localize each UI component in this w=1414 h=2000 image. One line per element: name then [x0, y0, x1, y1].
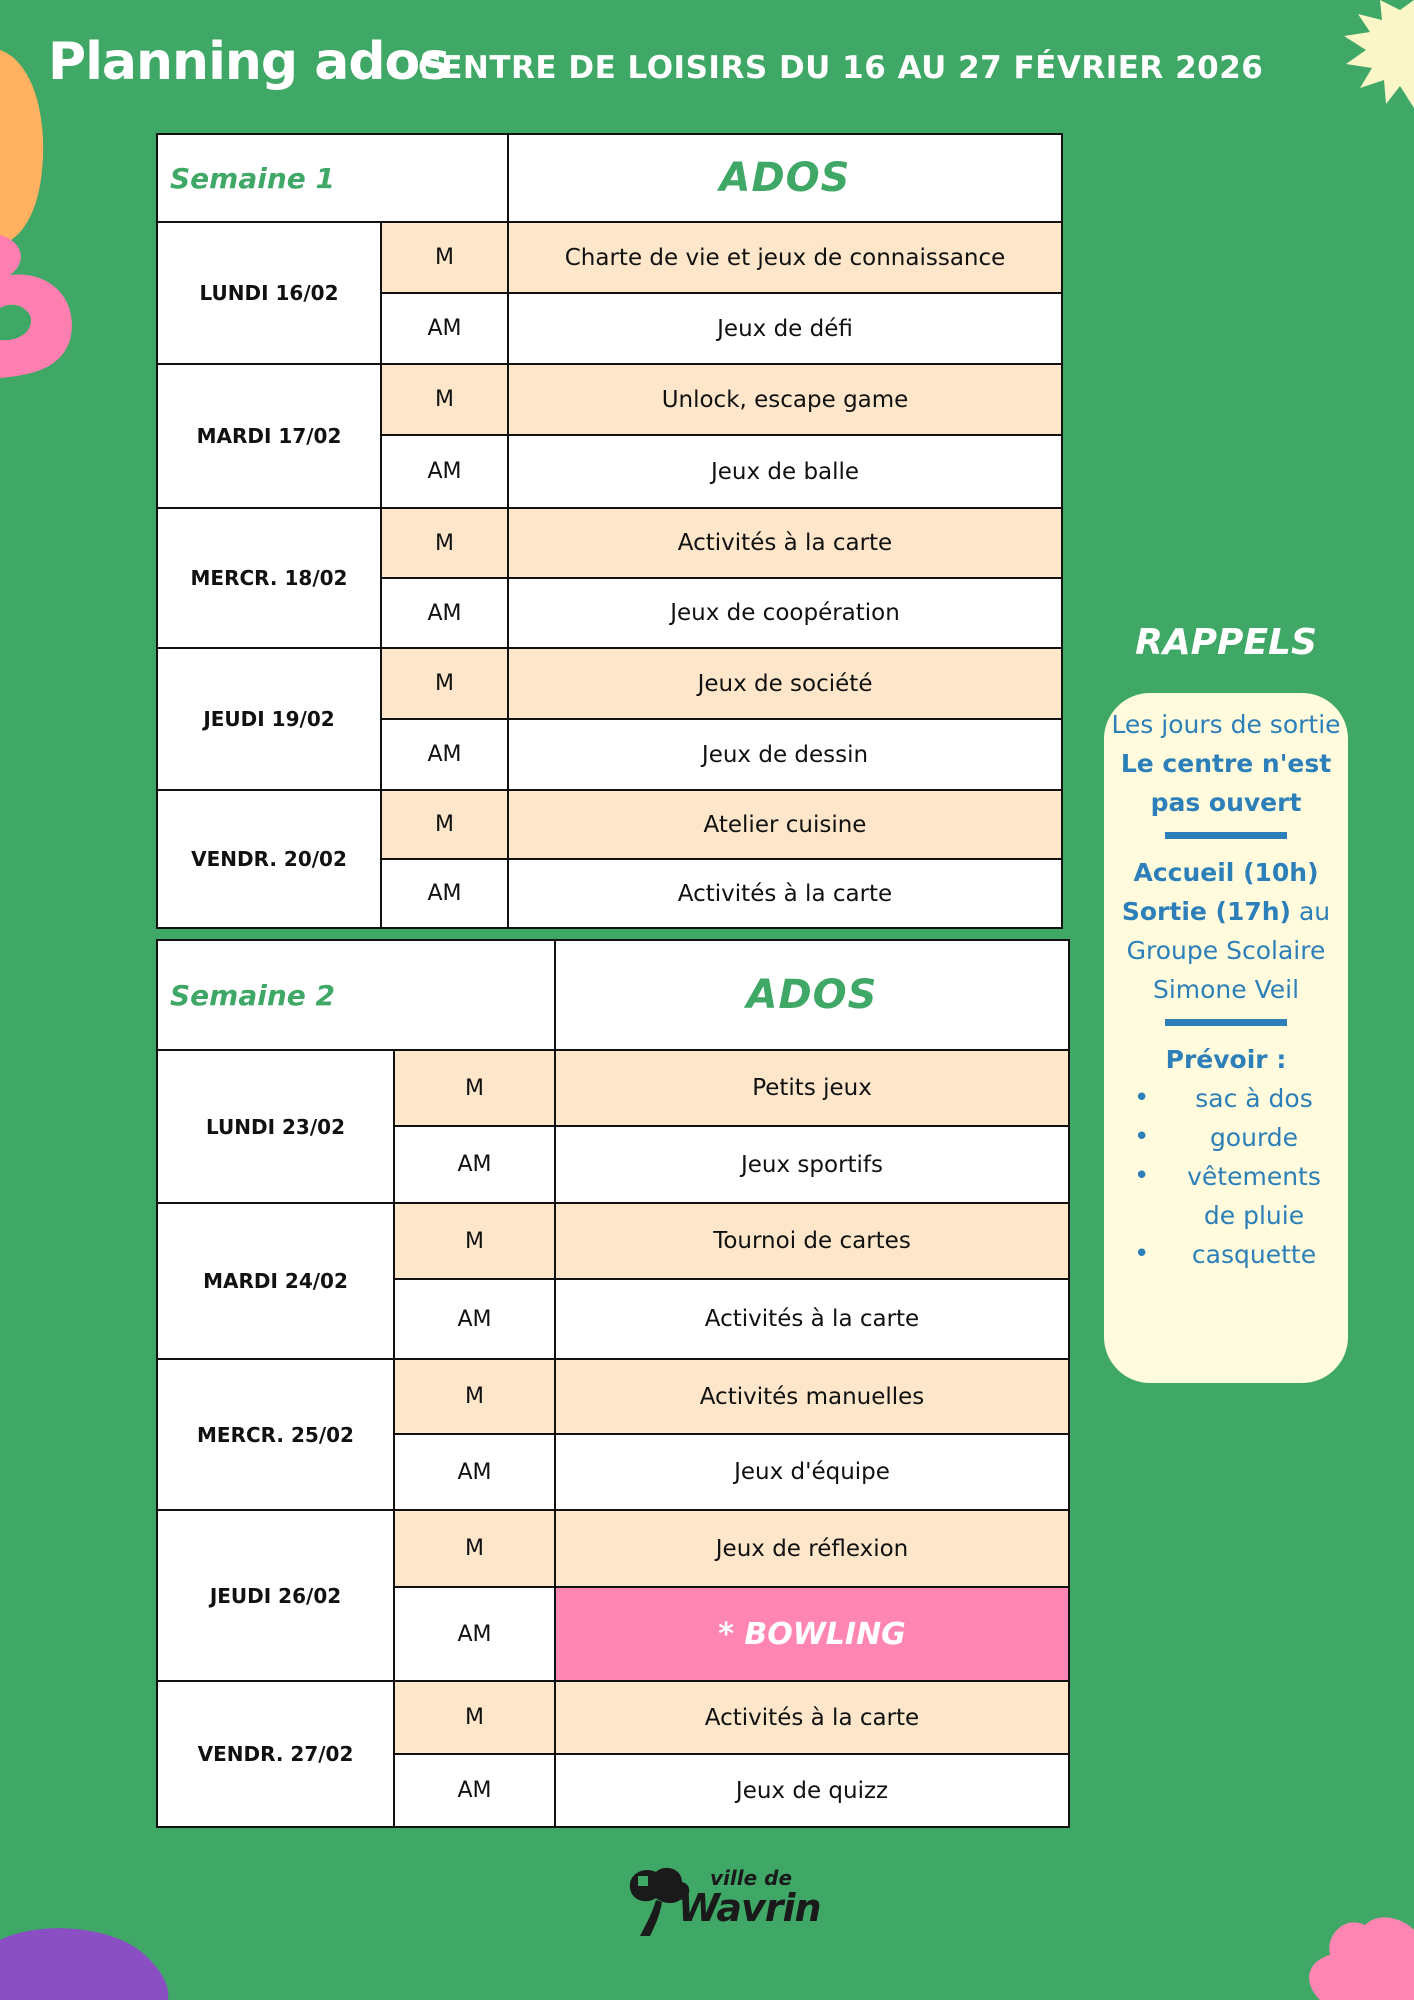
- activity-morning: Petits jeux: [555, 1050, 1069, 1126]
- activity-morning: Jeux de réflexion: [555, 1510, 1069, 1587]
- activity-morning: Charte de vie et jeux de connaissance: [508, 222, 1062, 293]
- week1-group-header: ADOS: [508, 134, 1062, 222]
- activity-morning: Activités manuelles: [555, 1359, 1069, 1434]
- slot-morning: M: [394, 1681, 555, 1754]
- activity-afternoon: Activités à la carte: [555, 1279, 1069, 1359]
- reminders-panel: [1104, 693, 1348, 1383]
- bring-item: • vêtements de pluie: [1122, 1157, 1348, 1235]
- outing-note: Les jours de sortie: [1111, 710, 1341, 739]
- activity-morning: Activités à la carte: [508, 508, 1062, 578]
- slot-afternoon: AM: [394, 1434, 555, 1510]
- slot-morning: M: [394, 1510, 555, 1587]
- week1-label: Semaine 1: [157, 134, 508, 222]
- bring-list: [1104, 1079, 1348, 1274]
- logo-line1: ville de: [710, 1866, 793, 1890]
- slot-afternoon: AM: [381, 859, 508, 928]
- activity-afternoon: Jeux de défi: [508, 293, 1062, 364]
- activity-morning: Atelier cuisine: [508, 790, 1062, 859]
- departure-time: Sortie (17h): [1121, 897, 1291, 926]
- slot-morning: M: [394, 1359, 555, 1434]
- activity-afternoon: Jeux de coopération: [508, 578, 1062, 648]
- slot-afternoon: AM: [381, 293, 508, 364]
- slot-afternoon: AM: [394, 1754, 555, 1827]
- pink-swirl-decoration: [0, 230, 80, 380]
- centre-closed-note: Le centre n'est pas ouvert: [1120, 749, 1332, 817]
- meeting-place: au Groupe Scolaire Simone Veil: [1126, 897, 1331, 1004]
- slot-morning: M: [394, 1050, 555, 1126]
- bring-item: • casquette: [1122, 1235, 1348, 1274]
- pink-blob-decoration: [1290, 1910, 1414, 2000]
- slot-morning: M: [381, 364, 508, 435]
- day-cell: VENDR. 20/02: [157, 790, 381, 928]
- week2-label: Semaine 2: [157, 940, 555, 1050]
- activity-afternoon: Jeux de balle: [508, 435, 1062, 508]
- reminders-title: RAPPELS: [1135, 622, 1317, 663]
- logo-line2: Wavrin: [678, 1886, 821, 1930]
- day-cell: MERCR. 25/02: [157, 1359, 394, 1510]
- activity-morning: Jeux de société: [508, 648, 1062, 719]
- divider: [1165, 832, 1287, 839]
- page-title: Planning ados: [48, 32, 450, 92]
- activity-afternoon: Jeux de quizz: [555, 1754, 1069, 1827]
- bring-title: Prévoir :: [1165, 1045, 1287, 1074]
- bowling-outing-highlight: * BOWLING: [555, 1587, 1069, 1681]
- bring-item: • sac à dos: [1122, 1079, 1348, 1118]
- day-cell: MERCR. 18/02: [157, 508, 381, 648]
- day-cell: MARDI 24/02: [157, 1203, 394, 1359]
- slot-morning: M: [381, 648, 508, 719]
- arrival-time: Accueil (10h): [1133, 858, 1319, 887]
- slot-afternoon: AM: [381, 578, 508, 648]
- activity-morning: Activités à la carte: [555, 1681, 1069, 1754]
- week2-group-header: ADOS: [555, 940, 1069, 1050]
- slot-morning: M: [381, 222, 508, 293]
- activity-afternoon: Activités à la carte: [508, 859, 1062, 928]
- slot-morning: M: [381, 790, 508, 859]
- activity-morning: Tournoi de cartes: [555, 1203, 1069, 1279]
- wavrin-logo: [620, 1862, 821, 1942]
- slot-morning: M: [381, 508, 508, 578]
- week2-schedule-table: [156, 939, 1070, 1828]
- purple-blob-decoration: [0, 1920, 180, 2000]
- divider: [1165, 1019, 1287, 1026]
- activity-afternoon: Jeux de dessin: [508, 719, 1062, 790]
- slot-afternoon: AM: [394, 1126, 555, 1203]
- bring-item: • gourde: [1122, 1118, 1348, 1157]
- slot-afternoon: AM: [381, 719, 508, 790]
- page-subtitle: CENTRE DE LOISIRS DU 16 AU 27 FÉVRIER 2026: [418, 50, 1264, 86]
- activity-morning: Unlock, escape game: [508, 364, 1062, 435]
- day-cell: JEUDI 26/02: [157, 1510, 394, 1681]
- day-cell: LUNDI 23/02: [157, 1050, 394, 1203]
- week1-schedule-table: [156, 133, 1063, 929]
- day-cell: MARDI 17/02: [157, 364, 381, 508]
- day-cell: VENDR. 27/02: [157, 1681, 394, 1827]
- activity-afternoon: Jeux sportifs: [555, 1126, 1069, 1203]
- slot-afternoon: AM: [394, 1587, 555, 1681]
- slot-morning: M: [394, 1203, 555, 1279]
- slot-afternoon: AM: [381, 435, 508, 508]
- yellow-sun-decoration: [1300, 0, 1414, 120]
- activity-afternoon: Jeux d'équipe: [555, 1434, 1069, 1510]
- day-cell: JEUDI 19/02: [157, 648, 381, 790]
- day-cell: LUNDI 16/02: [157, 222, 381, 364]
- slot-afternoon: AM: [394, 1279, 555, 1359]
